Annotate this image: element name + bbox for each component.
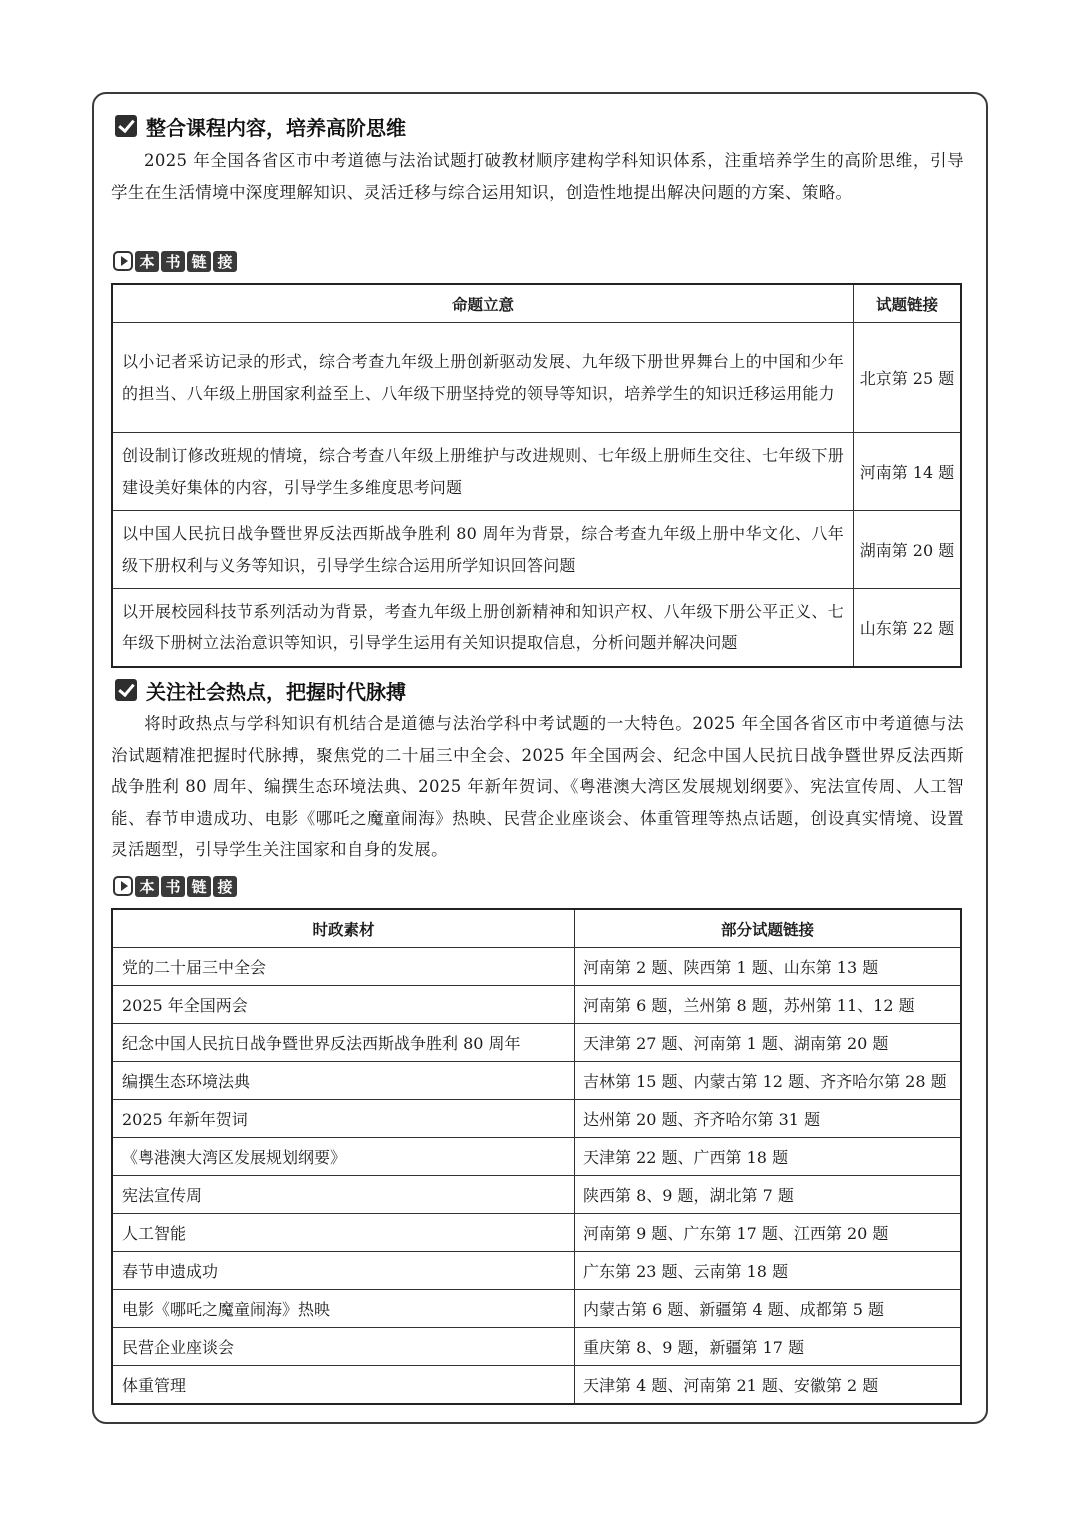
table-row xyxy=(112,1328,961,1366)
checkmark-icon xyxy=(115,115,137,137)
play-icon xyxy=(113,251,133,271)
intent-cell: 以中国人民抗日战争暨世界反法西斯战争胜利 80 周年为背景，综合考查九年级上册中华文化、八年级下册权利与义务等知识，引导学生综合运用所学知识回答问题 xyxy=(112,511,854,589)
table-row xyxy=(112,433,961,511)
material-cell: 宪法宣传周 xyxy=(112,1176,575,1214)
material-cell: 春节申遗成功 xyxy=(112,1252,575,1290)
section1-heading xyxy=(115,112,406,140)
links-cell: 河南第 6 题，兰州第 8 题，苏州第 11、12 题 xyxy=(575,986,962,1024)
table-row xyxy=(112,511,961,589)
material-cell: 纪念中国人民抗日战争暨世界反法西斯战争胜利 80 周年 xyxy=(112,1024,575,1062)
links-cell: 重庆第 8、9 题，新疆第 17 题 xyxy=(575,1328,962,1366)
intent-table xyxy=(111,283,962,668)
links-cell: 河南第 9 题、广东第 17 题、江西第 20 题 xyxy=(575,1214,962,1252)
book-link-char: 书 xyxy=(161,251,185,272)
material-cell: 体重管理 xyxy=(112,1366,575,1405)
checkmark-icon xyxy=(115,679,137,701)
hot-topics-table xyxy=(111,908,962,1405)
table-row xyxy=(112,1138,961,1176)
table-row xyxy=(112,1252,961,1290)
table-row xyxy=(112,986,961,1024)
intent-cell: 以小记者采访记录的形式，综合考查九年级上册创新驱动发展、九年级下册世界舞台上的中国和少年的担当、八年级上册国家利益至上、八年级下册坚持党的领导等知识，培养学生的知识迁移运用能力 xyxy=(112,323,854,433)
links-cell: 陕西第 8、9 题，湖北第 7 题 xyxy=(575,1176,962,1214)
section2-heading-text: 关注社会热点，把握时代脉搏 xyxy=(146,679,406,704)
table-row xyxy=(112,1290,961,1328)
book-link-tag-2 xyxy=(113,875,239,897)
table-row xyxy=(112,1062,961,1100)
material-cell: 人工智能 xyxy=(112,1214,575,1252)
table-header-row xyxy=(112,284,961,323)
material-cell: 2025 年新年贺词 xyxy=(112,1100,575,1138)
column-header-links: 部分试题链接 xyxy=(575,909,962,948)
book-link-char: 接 xyxy=(213,251,237,272)
book-link-char: 书 xyxy=(161,876,185,897)
link-cell: 山东第 22 题 xyxy=(854,589,962,667)
link-cell: 湖南第 20 题 xyxy=(854,511,962,589)
links-cell: 广东第 23 题、云南第 18 题 xyxy=(575,1252,962,1290)
links-cell: 达州第 20 题、齐齐哈尔第 31 题 xyxy=(575,1100,962,1138)
book-link-char: 接 xyxy=(213,876,237,897)
material-cell: 编撰生态环境法典 xyxy=(112,1062,575,1100)
material-cell: 电影《哪吒之魔童闹海》热映 xyxy=(112,1290,575,1328)
table-header-row xyxy=(112,909,961,948)
links-cell: 内蒙古第 6 题、新疆第 4 题、成都第 5 题 xyxy=(575,1290,962,1328)
link-cell: 北京第 25 题 xyxy=(854,323,962,433)
links-cell: 天津第 4 题、河南第 21 题、安徽第 2 题 xyxy=(575,1366,962,1405)
material-cell: 2025 年全国两会 xyxy=(112,986,575,1024)
links-cell: 吉林第 15 题、内蒙古第 12 题、齐齐哈尔第 28 题 xyxy=(575,1062,962,1100)
links-cell: 天津第 27 题、河南第 1 题、湖南第 20 题 xyxy=(575,1024,962,1062)
table-row xyxy=(112,1024,961,1062)
book-link-char: 链 xyxy=(187,876,211,897)
book-link-char: 链 xyxy=(187,251,211,272)
column-header-link: 试题链接 xyxy=(854,284,962,323)
section1-heading-text: 整合课程内容，培养高阶思维 xyxy=(146,115,406,140)
links-cell: 天津第 22 题、广西第 18 题 xyxy=(575,1138,962,1176)
material-cell: 《粤港澳大湾区发展规划纲要》 xyxy=(112,1138,575,1176)
section2-paragraph: 将时政热点与学科知识有机结合是道德与法治学科中考试题的一大特色。2025 年全国各省区市中考道德与法治试题精准把握时代脉搏，聚焦党的二十届三中全会、2025 年全国两会、纪念中国人民抗日战争暨世界反法西斯战争胜利 80 周年、编撰生态环境法典、2025 年新年贺词、《粤港澳大湾区发展规划纲要》、宪法宣传周、人工智能、春节申遗成功、电影《哪吒之魔童闹海》热映、民营企业座谈会、体重管理等热点话题，创设真实情境、设置灵活题型，引导学生关注国家和自身的发展。 xyxy=(111,714,964,859)
table-row xyxy=(112,1176,961,1214)
intent-cell: 创设制订修改班规的情境，综合考查八年级上册维护与改进规则、七年级上册师生交往、七年级下册建设美好集体的内容，引导学生多维度思考问题 xyxy=(112,433,854,511)
table-row xyxy=(112,1100,961,1138)
book-link-char: 本 xyxy=(135,251,159,272)
material-cell: 党的二十届三中全会 xyxy=(112,948,575,986)
table-row xyxy=(112,1366,961,1405)
table-row xyxy=(112,1214,961,1252)
book-link-char: 本 xyxy=(135,876,159,897)
table-row xyxy=(112,323,961,433)
column-header-intent: 命题立意 xyxy=(112,284,854,323)
table-row xyxy=(112,948,961,986)
section1-paragraph: 2025 年全国各省区市中考道德与法治试题打破教材顺序建构学科知识体系，注重培养学生的高阶思维，引导学生在生活情境中深度理解知识、灵活迁移与综合运用知识，创造性地提出解决问题的方案、策略。 xyxy=(111,151,964,202)
section2-heading xyxy=(115,676,406,704)
play-icon xyxy=(113,876,133,896)
links-cell: 河南第 2 题、陕西第 1 题、山东第 13 题 xyxy=(575,948,962,986)
link-cell: 河南第 14 题 xyxy=(854,433,962,511)
table-row xyxy=(112,589,961,667)
book-link-tag-1 xyxy=(113,250,239,272)
column-header-material: 时政素材 xyxy=(112,909,575,948)
intent-cell: 以开展校园科技节系列活动为背景，考查九年级上册创新精神和知识产权、八年级下册公平正义、七年级下册树立法治意识等知识，引导学生运用有关知识提取信息，分析问题并解决问题 xyxy=(112,589,854,667)
material-cell: 民营企业座谈会 xyxy=(112,1328,575,1366)
